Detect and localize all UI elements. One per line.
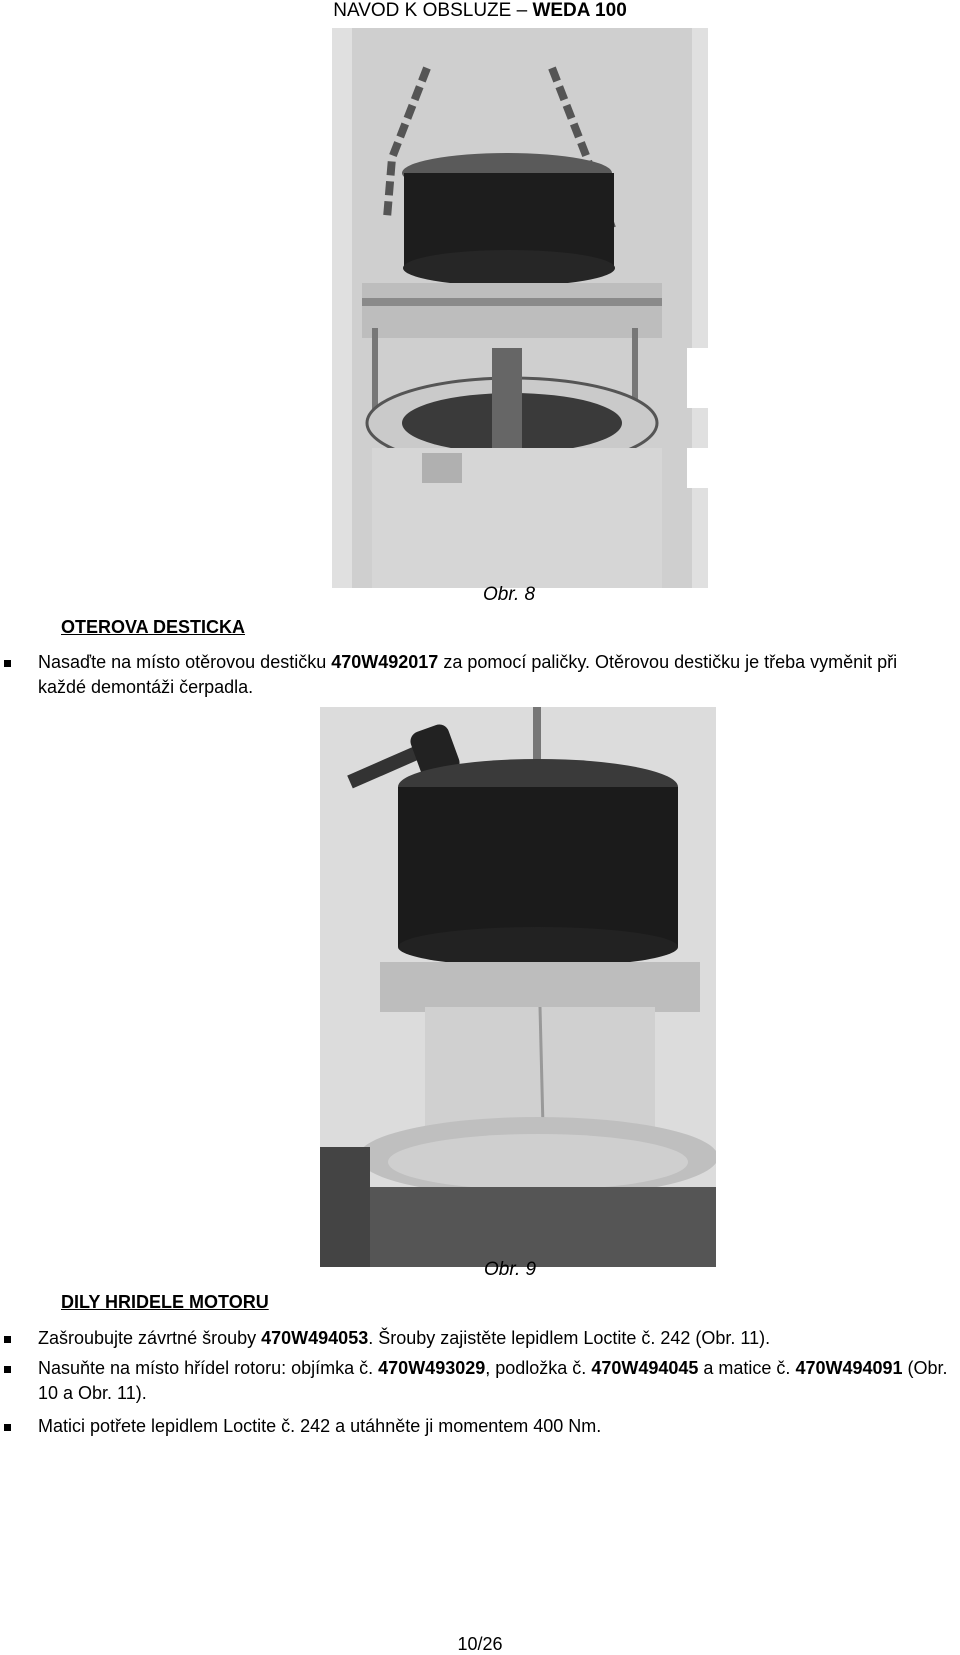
text-run: Matici potřete lepidlem Loctite č. 242 a utáhněte ji momentem 400 Nm. — [38, 1416, 602, 1436]
text-run: a matice č. — [698, 1358, 796, 1378]
page-number: 10/26 — [457, 1634, 503, 1654]
pump-lifted-icon — [332, 28, 708, 588]
text-run: za pomocí paličky. Otěrovou destičku je třeba vyměnit při každé demontáži čerpadla. — [38, 652, 898, 697]
figure-9-photo — [320, 707, 716, 1267]
text-run: . Šrouby zajistěte lepidlem Loctite č. 242 (Obr. 11). — [368, 1328, 771, 1348]
text-run: (Obr. 10 a Obr. 11). — [38, 1358, 948, 1403]
text-run: Nasaďte na místo otěrovou destičku — [38, 652, 332, 672]
header-prefix: NAVOD K OBSLUZE – — [333, 0, 533, 21]
section-heading-dily-hridele-motoru: DILY HRIDELE MOTORU — [61, 1292, 269, 1312]
s2-paragraph-2 — [38, 1356, 950, 1406]
section-heading-oterova-desticka: OTEROVA DESTICKA — [61, 617, 246, 637]
part-number: 470W492017 — [331, 652, 439, 672]
header-product: WEDA 100 — [532, 0, 627, 21]
pump-with-hammer-icon — [320, 707, 716, 1267]
part-number: 470W493029 — [378, 1358, 486, 1378]
part-number: 470W494045 — [591, 1358, 699, 1378]
figure-8-caption: Obr. 8 — [483, 584, 536, 605]
page-header — [0, 0, 960, 22]
text-run: Nasuňte na místo hřídel rotoru: objímka č. — [38, 1358, 379, 1378]
bullet-icon — [4, 660, 11, 667]
s1-paragraph-1 — [38, 650, 943, 700]
part-number: 470W494091 — [795, 1358, 903, 1378]
text-run: Zašroubujte závrtné šrouby — [38, 1328, 262, 1348]
s2-paragraph-3 — [38, 1414, 950, 1439]
bullet-icon — [4, 1366, 11, 1373]
figure-8-photo — [332, 28, 708, 588]
text-run: , podložka č. — [485, 1358, 592, 1378]
figure-9-caption: Obr. 9 — [484, 1259, 537, 1280]
bullet-icon — [4, 1336, 11, 1343]
s2-paragraph-1 — [38, 1326, 950, 1351]
bullet-icon — [4, 1424, 11, 1431]
part-number: 470W494053 — [261, 1328, 369, 1348]
